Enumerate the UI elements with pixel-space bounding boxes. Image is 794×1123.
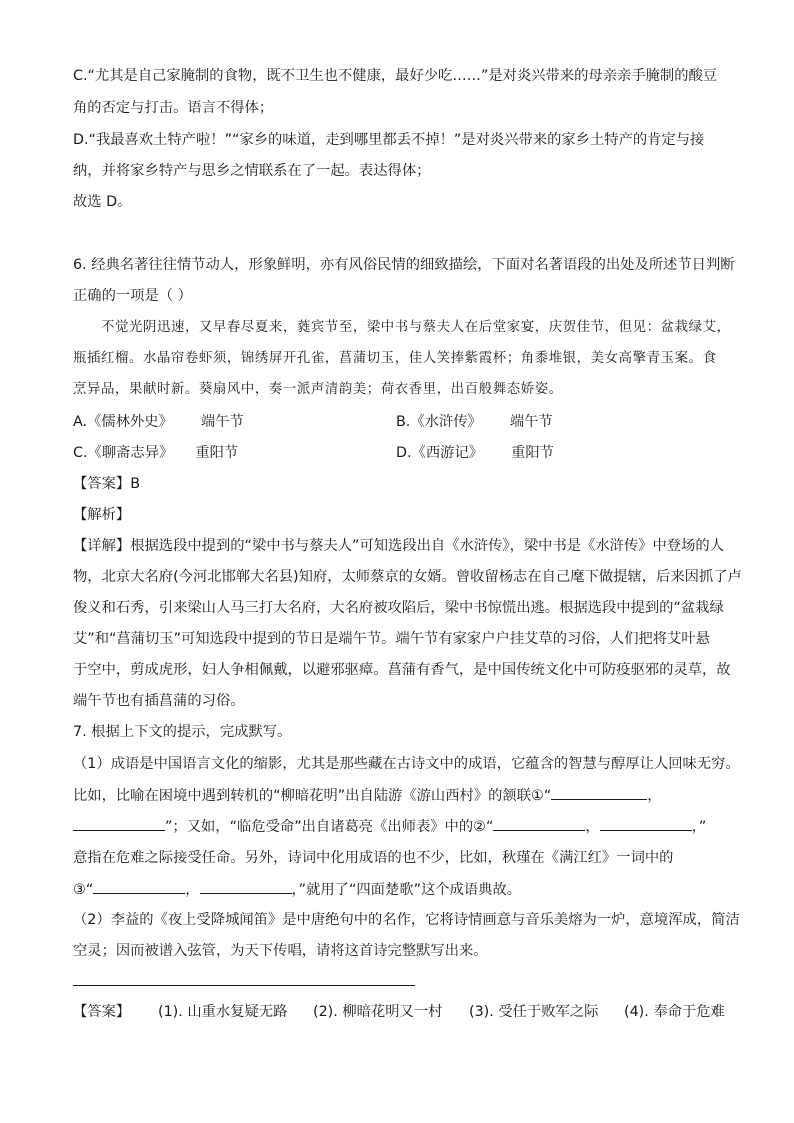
q7-p1-line3 — [73, 816, 706, 837]
analysis-tag: 【解析】 — [73, 507, 131, 523]
q6-stem-line2: 正确的一项是（ ） — [73, 288, 192, 304]
q6-quote-line2: 瓶插红榴。水晶帘卷虾须，锦绣屏开孔雀，菖蒲切玉，佳人笑捧紫霞杯；角黍堆银，美女高擎青玉案。食 — [73, 351, 717, 366]
q7-p1-line2-text: 比如，比喻在困境中遇到转机的“柳暗花明”出自陆游《游山西村》的颔联①“ — [73, 788, 552, 804]
q7-p1-line3-text: ”；又如，“临危受命”出自诸葛亮《出师表》中的②“ — [165, 819, 494, 835]
q7-p2-line1: （2）李益的《夜上受降城闻笛》是中唐绝句中的名作，它将诗情画意与音乐美熔为一炉，意境浑成，简洁 — [73, 912, 740, 928]
q7-p1-line1: （1）成语是中国语言文化的缩影，尤其是那些藏在古诗文中的成语，它蕴含的智慧与醇厚让人回味无穷。 — [73, 756, 740, 772]
punct: ，” — [691, 819, 707, 835]
fill-blank-4[interactable] — [600, 816, 692, 831]
prev-option-c-line2: 角的否定与打击。语言不得体； — [73, 100, 274, 116]
fill-blank-1[interactable] — [551, 785, 647, 800]
detail-tag: 【详解】 — [73, 538, 131, 554]
fill-blank-3[interactable] — [493, 816, 585, 831]
answer-line[interactable] — [73, 985, 415, 986]
footer-answer-1: (1). 山重水复疑无路 — [158, 1004, 288, 1020]
q6-option-b-book: B.《水浒传》 — [396, 414, 482, 430]
punct: ， — [647, 788, 662, 804]
q6-option-d-book: D.《西游记》 — [396, 445, 484, 461]
q6-quote-line3: 烹异品，果献时新。葵扇风中，奏一派声清韵美；荷衣香里，出百般舞态娇姿。 — [73, 382, 563, 397]
prev-conclusion: 故选 D。 — [73, 194, 132, 210]
q6-detail-line3: 俊义和石秀，引来梁山人马三打大名府，大名府被攻陷后，梁中书惊慌出逃。根据选段中提到的“盆栽绿 — [73, 600, 724, 616]
q6-option-a-book: A.《儒林外史》 — [73, 414, 173, 430]
q7-p1-line5-text: ，”就用了“四面楚歌”这个成语典故。 — [291, 882, 522, 898]
footer-answer-4: (4). 奉命于危难 — [624, 1004, 725, 1020]
punct: ， — [585, 819, 600, 835]
footer-answer-2: (2). 柳暗花明又一村 — [313, 1004, 443, 1020]
q6-option-a-festival: 端午节 — [200, 414, 244, 430]
q6-option-c-book: C.《聊斋志异》 — [73, 445, 174, 461]
q6-answer — [73, 474, 140, 494]
q6-option-d-festival: 重阳节 — [511, 445, 554, 461]
prev-option-d-line2: 纳，并将家乡特产与思乡之情联系在了一起。表达得体； — [73, 163, 431, 179]
footer-answer-3: (3). 受任于败军之际 — [469, 1004, 599, 1020]
q7-p1-line5 — [73, 879, 521, 900]
q6-detail-line6: 端午节也有插菖蒲的习俗。 — [73, 693, 245, 709]
prev-option-c-line1: C.“尤其是自己家腌制的食物，既不卫生也不健康，最好少吃……”是对炎兴带来的母亲亲手腌制的酸豆 — [73, 68, 718, 84]
prev-option-d-line1: D.“我最喜欢土特产啦！”“家乡的味道，走到哪里都丢不掉！”是对炎兴带来的家乡土特产的肯定与接 — [73, 132, 705, 148]
fill-blank-5[interactable] — [93, 879, 185, 894]
q6-option-c-festival: 重阳节 — [195, 445, 239, 461]
punct: ， — [185, 882, 200, 898]
q6-detail-line4: 艾”和“菖蒲切玉”可知选段中提到的节日是端午节。端午节有家家户户挂艾草的习俗，人们把将艾叶悬 — [73, 631, 710, 647]
q6-detail-line1 — [73, 536, 724, 556]
q6-option-a — [73, 412, 244, 432]
q6-option-b-festival: 端午节 — [509, 414, 553, 430]
q6-detail-line5: 于空中，剪成虎形，妇人争相佩戴，以避邪驱瘴。菖蒲有香气，是中国传统文化中可防疫驱邪的灵草，故 — [73, 662, 731, 678]
q6-option-d — [396, 443, 554, 463]
fill-blank-2[interactable] — [73, 816, 165, 831]
fill-blank-6[interactable] — [200, 879, 292, 894]
answer-value: B — [130, 476, 140, 492]
q7-stem: 7. 根据上下文的提示，完成默写。 — [73, 724, 292, 740]
q6-detail-line2: 物，北京大名府(今河北邯郸大名县)知府，太师蔡京的女婿。曾收留杨志在自己麾下做提辖，后来因抓了卢 — [73, 569, 742, 585]
circled-3: ③“ — [73, 882, 94, 898]
footer-answer-tag: 【答案】 — [73, 1004, 131, 1020]
q7-p2-line2: 空灵；因而被谱入弦管，为天下传唱，请将这首诗完整默写出来。 — [73, 943, 488, 959]
answer-tag: 【答案】 — [73, 476, 131, 492]
q6-option-b — [396, 412, 553, 432]
q6-stem-line1: 6. 经典名著往往情节动人，形象鲜明，亦有风俗民情的细致描绘，下面对名著语段的出处及所述节日判断 — [73, 257, 735, 273]
q6-option-c — [73, 443, 238, 463]
q6-detail-line1-text: 根据选段中提到的“梁中书与蔡夫人”可知选段出自《水浒传》，梁中书是《水浒传》中登场的人 — [130, 538, 725, 554]
q7-p1-line4: 意指在危难之际接受任命。另外，诗词中化用成语的也不少，比如，秋瑾在《满江红》一词中的 — [73, 850, 674, 866]
q7-p1-line2 — [73, 785, 662, 806]
q6-quote-line1: 不觉光阴迅速，又早春尽夏来，蕤宾节至，梁中书与蔡夫人在后堂家宴，庆贺佳节，但见：盆栽绿艾， — [101, 320, 731, 335]
